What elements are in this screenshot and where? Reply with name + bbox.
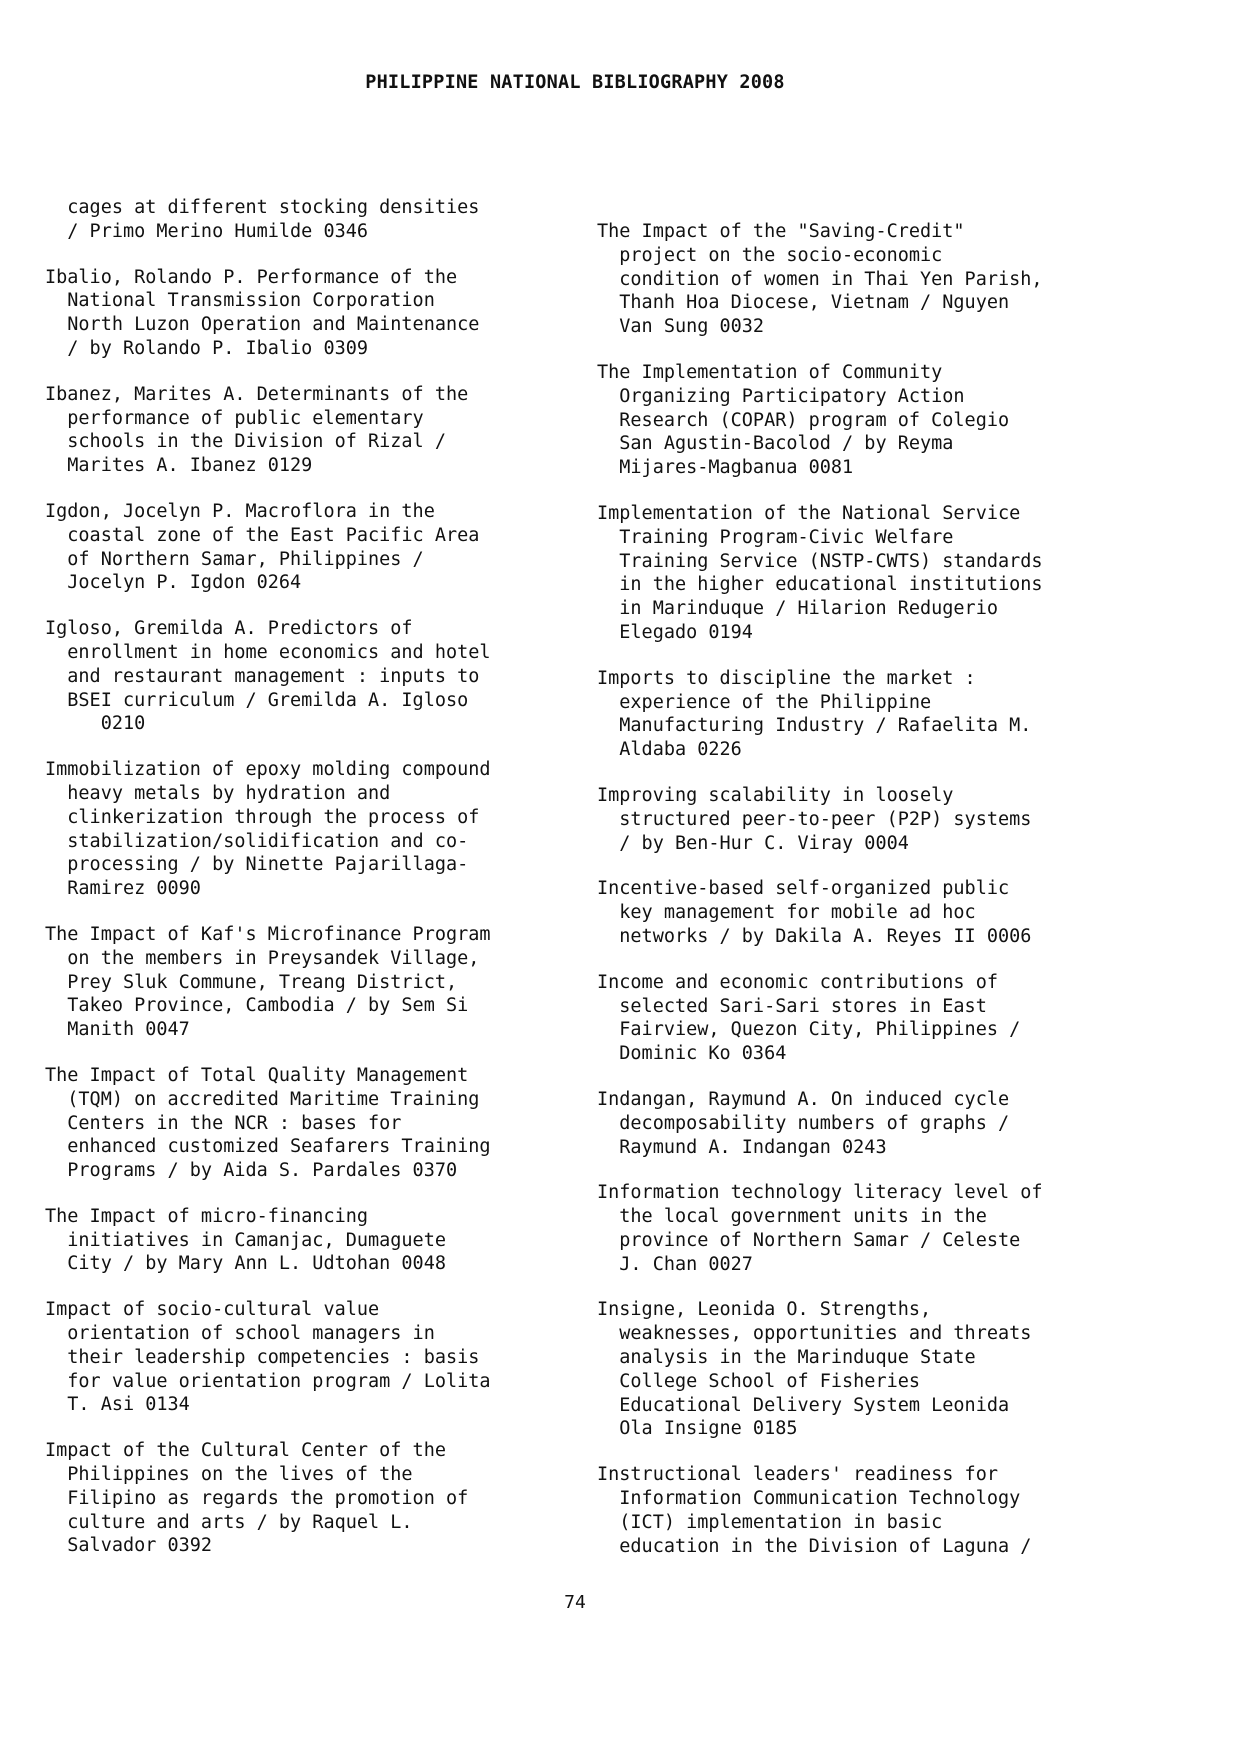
bibliography-entry: Instructional leaders' readiness for Information Communication Technology (ICT) implementation in basic education in the Division of Laguna /: [597, 1464, 1032, 1557]
right-column: [597, 220, 1157, 1580]
bibliography-entry: Immobilization of epoxy molding compound heavy metals by hydration and clinkerization through the process of stabilization/solidification and co- processing / by Ninette Pajarillaga- Ramirez 0090: [45, 759, 491, 900]
bibliography-entry: The Impact of Total Quality Management (TQM) on accredited Maritime Training Centers in the NCR : bases for enhanced customized Seafarers Training Programs / by Aida S. Pardales 0370: [45, 1064, 491, 1182]
bibliography-entry: Igloso, Gremilda A. Predictors of enrollment in home economics and hotel and restaurant management : inputs to BSEI curriculum / Gremilda A. Igloso 0210: [45, 618, 491, 735]
bibliography-entry: Improving scalability in loosely structured peer-to-peer (P2P) systems / by Ben-Hur C. Viray 0004: [597, 784, 1032, 854]
bibliography-entry: Incentive-based self-organized public key management for mobile ad hoc networks / by Dakila A. Reyes II 0006: [597, 878, 1032, 947]
bibliography-entry: Imports to discipline the market : experience of the Philippine Manufacturing Industry / Rafaelita M. Aldaba 0226: [597, 667, 1032, 761]
bibliography-entry: cages at different stocking densities / Primo Merino Humilde 0346: [67, 197, 480, 242]
left-column: [45, 196, 605, 1580]
bibliography-entry: Income and economic contributions of selected Sari-Sari stores in East Fairview, Quezon City, Philippines / Dominic Ko 0364: [597, 971, 1021, 1065]
bibliography-entry: The Impact of micro-financing initiatives in Camanjac, Dumaguete City / by Mary Ann L. Udtohan 0048: [45, 1205, 446, 1275]
page-number: 74: [564, 1592, 586, 1613]
bibliography-entry: Igdon, Jocelyn P. Macroflora in the coastal zone of the East Pacific Area of Northern Samar, Philippines / Jocelyn P. Igdon 0264: [45, 500, 480, 594]
bibliography-entry: Implementation of the National Service Training Program-Civic Welfare Training Service (NSTP-CWTS) standards in the higher educational institutions in Marinduque / Hilarion Redugerio Elegado 0194: [597, 502, 1043, 643]
bibliography-entry: Impact of socio-cultural value orientation of school managers in their leadership competencies : basis for value orientation program / Lolita T. Asi 0134: [45, 1299, 491, 1416]
page-title: PHILIPPINE NATIONAL BIBLIOGRAPHY 2008: [365, 72, 785, 93]
bibliography-entry: The Implementation of Community Organizing Participatory Action Research (COPAR) program of Colegio San Agustin-Bacolod / by Reyma Mijares-Magbanua 0081: [597, 361, 1010, 479]
bibliography-entry: Ibanez, Marites A. Determinants of the performance of public elementary schools in the Division of Rizal / Marites A. Ibanez 0129: [45, 383, 469, 477]
bibliography-entry: Information technology literacy level of the local government units in the province of Northern Samar / Celeste J. Chan 0027: [597, 1182, 1043, 1275]
bibliography-entry: The Impact of Kaf's Microfinance Program on the members in Preysandek Village, Prey Sluk Commune, Treang District, Takeo Province, Cambodia / by Sem Si Manith 0047: [45, 923, 491, 1041]
bibliography-entry: The Impact of the "Saving-Credit" project on the socio-economic condition of women in Thai Yen Parish, Thanh Hoa Diocese, Vietnam / Nguyen Van Sung 0032: [597, 221, 1043, 338]
bibliography-entry: Impact of the Cultural Center of the Philippines on the lives of the Filipino as regards the promotion of culture and arts / by Raquel L. Salvador 0392: [45, 1440, 469, 1557]
bibliography-entry: Ibalio, Rolando P. Performance of the National Transmission Corporation North Luzon Operation and Maintenance / by Rolando P. Ibalio 0309: [45, 266, 480, 359]
bibliography-entry: Insigne, Leonida O. Strengths, weaknesses, opportunities and threats analysis in the Marinduque State College School of Fisheries Educational Delivery System Leonida Ola Insigne 0185: [597, 1299, 1032, 1440]
bibliography-entry: Indangan, Raymund A. On induced cycle decomposability numbers of graphs / Raymund A. Indangan 0243: [597, 1088, 1010, 1158]
